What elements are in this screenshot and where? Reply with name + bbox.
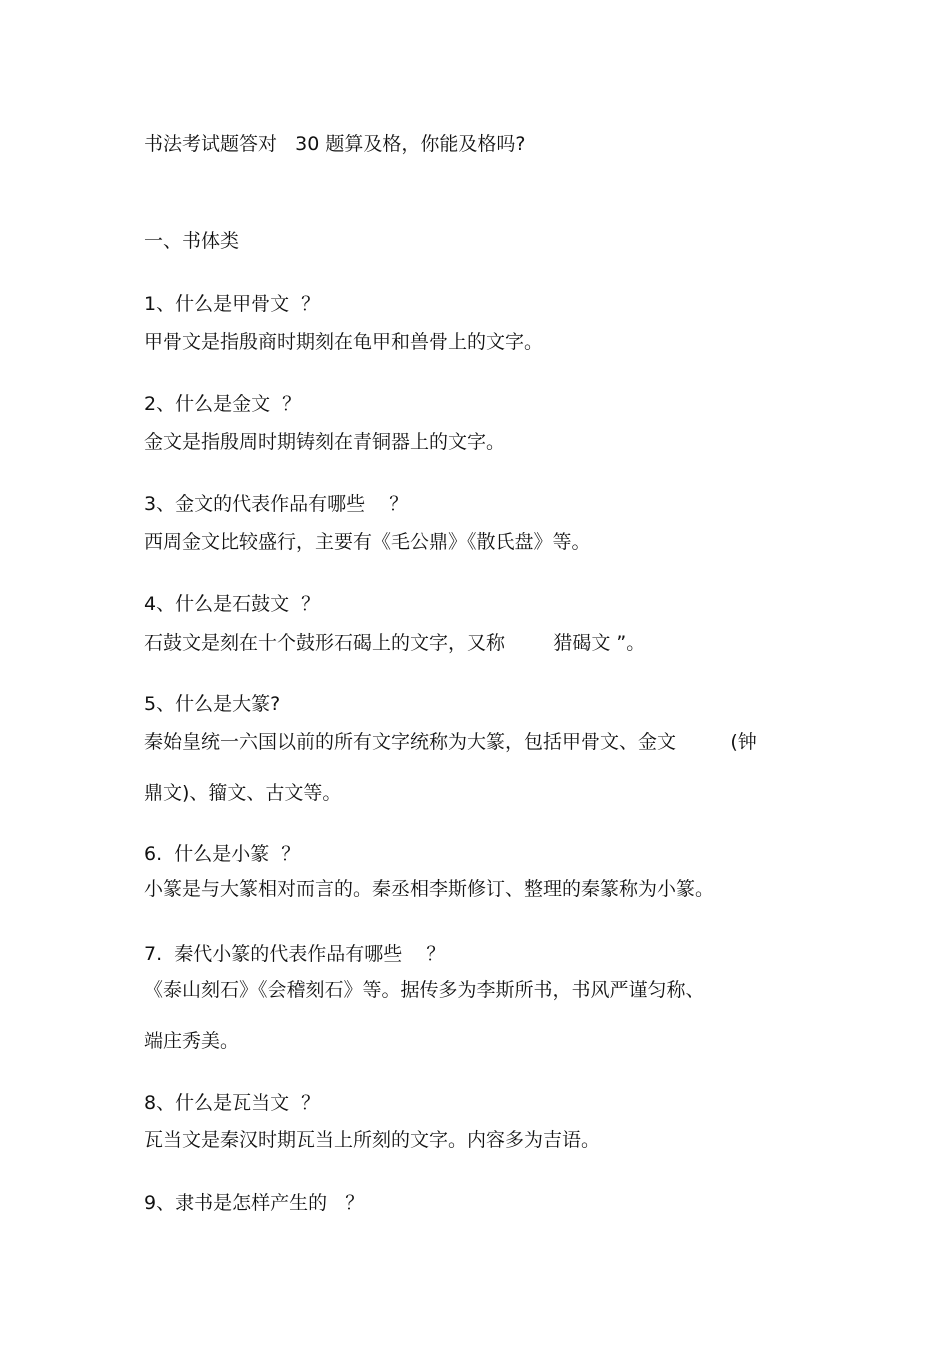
- question-5: 5、什么是大篆?: [144, 693, 281, 715]
- question-9: 9、隶书是怎样产生的 ？: [144, 1192, 365, 1214]
- answer-1: 甲骨文是指殷商时期刻在龟甲和兽骨上的文字。: [144, 331, 544, 353]
- answer-3: 西周金文比较盛行，主要有《毛公鼎》《散氏盘》等。: [144, 531, 591, 553]
- question-4: 4、什么是石鼓文 ？: [144, 593, 321, 615]
- answer-6: 小篆是与大篆相对而言的。秦丞相李斯修订、整理的秦篆称为小篆。: [144, 878, 715, 900]
- question-6: 6. 什么是小篆 ？: [144, 843, 301, 865]
- question-1: 1、什么是甲骨文 ？: [144, 293, 321, 315]
- question-7: 7. 秦代小篆的代表作品有哪些 ？: [144, 943, 446, 965]
- question-2: 2、什么是金文 ？: [144, 393, 302, 415]
- section-heading: 一、书体类: [144, 230, 240, 252]
- answer-2: 金文是指殷周时期铸刻在青铜器上的文字。: [144, 431, 506, 453]
- question-8: 8、什么是瓦当文 ？: [144, 1092, 321, 1114]
- question-3: 3、金文的代表作品有哪些 ？: [144, 493, 409, 515]
- answer-5-line-2: 鼎文)、籀文、古文等。: [144, 782, 342, 804]
- answer-8: 瓦当文是秦汉时期瓦当上所刻的文字。内容多为吉语。: [144, 1129, 601, 1151]
- answer-4: 石鼓文是刻在十个鼓形石碣上的文字，又称 猎碣文 ”。: [144, 632, 646, 654]
- page-title: 书法考试题答对 30 题算及格，你能及格吗?: [144, 133, 526, 155]
- answer-5-line-1: 秦始皇统一六国以前的所有文字统称为大篆，包括甲骨文、金文 (钟: [144, 731, 757, 753]
- answer-7-line-1: 《泰山刻石》《会稽刻石》等。据传多为李斯所书，书风严谨匀称、: [144, 979, 705, 1001]
- answer-7-line-2: 端庄秀美。: [144, 1030, 240, 1052]
